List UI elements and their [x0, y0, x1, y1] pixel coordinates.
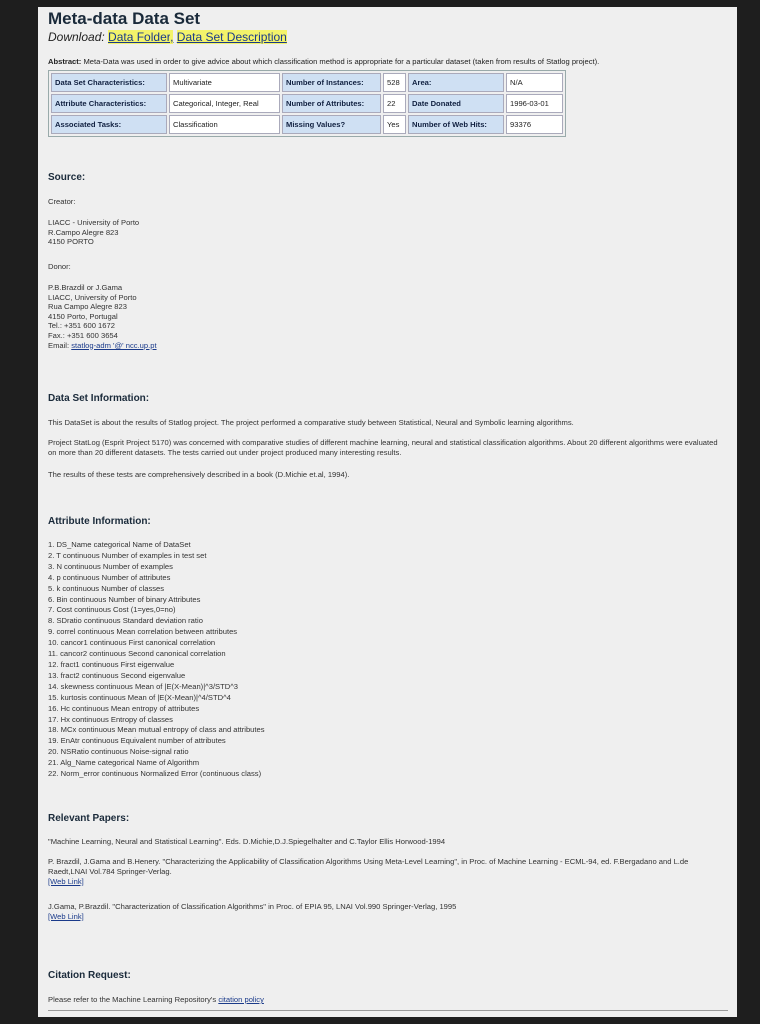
donor-line: 4150 Porto, Portugal — [48, 311, 118, 321]
table-cell-label: Date Donated — [408, 94, 504, 113]
list-item: 10. cancor1 continuous First canonical correlation — [48, 638, 216, 648]
donor-label: Donor: — [48, 262, 71, 271]
content — [48, 7, 728, 1004]
table-cell-value: N/A — [506, 73, 563, 92]
dataset-info-p1: This DataSet is about the results of Statlog project. The project performed a comparative study between Statistical, Neural and Symbolic learning algorithms. — [48, 418, 574, 427]
donor-line: Rua Campo Alegre 823 — [48, 302, 127, 312]
table-cell-label: Attribute Characteristics: — [51, 94, 167, 113]
download-separator: , — [170, 30, 174, 44]
table-cell-label: Data Set Characteristics: — [51, 73, 167, 92]
donor-line: LIACC, University of Porto — [48, 292, 137, 302]
data-description-link[interactable]: Data Set Description — [176, 30, 287, 44]
creator-address — [48, 218, 139, 247]
table-row — [51, 115, 563, 134]
list-item: 9. correl continuous Mean correlation between attributes — [48, 627, 238, 637]
list-item: 13. fract2 continuous Second eigenvalue — [48, 670, 186, 680]
list-item: 16. Hc continuous Mean entropy of attributes — [48, 703, 200, 713]
citation-text: Please refer to the Machine Learning Repository's — [48, 995, 217, 1004]
list-item: 1. DS_Name categorical Name of DataSet — [48, 540, 191, 549]
source-heading: Source: — [48, 172, 86, 183]
email-link[interactable]: statlog-adm '@' ncc.up.pt — [71, 340, 157, 350]
table-cell-label: Missing Values? — [282, 115, 381, 134]
paper-2-text: P. Brazdil, J.Gama and B.Henery. "Characterizing the Applicability of Classification Algorithms Using Meta-Level Learning", in Proc. of Machine Learning - ECML-94, ed. F.Bergadano and L.de Raedt,LNAI Vol.784 Springer-Verlag. — [48, 857, 689, 876]
download-label: Download: — [48, 30, 105, 44]
list-item: 5. k continuous Number of classes — [48, 583, 165, 593]
table-cell-value: Categorical, Integer, Real — [169, 94, 280, 113]
list-item: 12. fract1 continuous First eigenvalue — [48, 659, 175, 669]
list-item: 19. EnAtr continuous Equivalent number of attributes — [48, 736, 226, 746]
list-item: 8. SDratio continuous Standard deviation ratio — [48, 616, 203, 626]
bottom-divider — [48, 1010, 728, 1011]
list-item: 22. Norm_error continuous Normalized Error (continuous class) — [48, 769, 262, 779]
paper-3 — [48, 902, 728, 922]
list-item: 6. Bin continuous Number of binary Attributes — [48, 594, 201, 604]
donor-email-row — [48, 341, 157, 351]
list-item: 21. Alg_Name categorical Name of Algorithm — [48, 758, 200, 768]
paper-3-web-link[interactable]: [Web Link] — [48, 912, 84, 921]
list-item: 18. MCx continuous Mean mutual entropy of class and attributes — [48, 725, 265, 735]
page-title: Meta-data Data Set — [48, 9, 201, 28]
list-item: 17. Hx continuous Entropy of classes — [48, 714, 173, 724]
table-cell-label: Number of Instances: — [282, 73, 381, 92]
list-item: 11. cancor2 continuous Second canonical correlation — [48, 649, 226, 659]
dataset-info-p3: The results of these tests are comprehensively described in a book (D.Michie et.al, 1994). — [48, 470, 350, 479]
list-item: 15. kurtosis continuous Mean of |E(X-Mean)|^4/STD^4 — [48, 692, 231, 702]
donor-line: P.B.Brazdil or J.Gama — [48, 283, 123, 292]
table-cell-value: 528 — [383, 73, 406, 92]
table-cell-value: Yes — [383, 115, 406, 134]
donor-line: Fax.: +351 600 3654 — [48, 330, 118, 340]
citation-policy-link[interactable]: citation policy — [218, 995, 264, 1004]
table-cell-label: Associated Tasks: — [51, 115, 167, 134]
dataset-info-p2: Project StatLog (Esprit Project 5170) was concerned with comparative studies of different machine learning, neural and statistical classification algorithms. About 20 different algorithms were evaluated on more than 20 different datasets. The tests carried out under project produced many interesting results. — [48, 438, 718, 457]
abstract-label: Abstract: — [48, 57, 82, 66]
donor-address — [48, 283, 157, 350]
page — [38, 7, 737, 1017]
table-cell-label: Number of Web Hits: — [408, 115, 504, 134]
data-folder-link[interactable]: Data Folder — [108, 30, 171, 44]
table-cell-label: Number of Attributes: — [282, 94, 381, 113]
table-cell-value: 93376 — [506, 115, 563, 134]
creator-label: Creator: — [48, 197, 76, 206]
list-item: 4. p continuous Number of attributes — [48, 572, 171, 582]
download-row — [48, 30, 728, 45]
table-cell-label: Area: — [408, 73, 504, 92]
abstract-text: Meta-Data was used in order to give advice about which classification method is appropriate for a particular dataset (taken from results of Statlog project). — [83, 57, 600, 66]
table-cell-value: Multivariate — [169, 73, 280, 92]
list-item: 7. Cost continuous Cost (1=yes,0=no) — [48, 605, 176, 615]
table-row — [51, 73, 563, 92]
citation-text-row — [48, 995, 728, 1005]
paper-1: "Machine Learning, Neural and Statistical Learning". Eds. D.Michie,D.J.Spiegelhalter and C.Taylor Ellis Horwood-1994 — [48, 837, 446, 846]
table-cell-value: 22 — [383, 94, 406, 113]
dataset-info-heading: Data Set Information: — [48, 393, 150, 404]
list-item: 20. NSRatio continuous Noise-signal ratio — [48, 747, 189, 757]
paper-2 — [48, 857, 728, 887]
paper-3-text: J.Gama, P.Brazdil. "Characterization of Classification Algorithms" in Proc. of EPIA 95, LNAI Vol.990 Springer-Verlag, 1995 — [48, 902, 457, 911]
list-item: 14. skewness continuous Mean of |E(X-Mean)|^3/STD^3 — [48, 681, 239, 691]
table-cell-value: Classification — [169, 115, 280, 134]
donor-line: Tel.: +351 600 1672 — [48, 321, 115, 331]
list-item: 3. N continuous Number of examples — [48, 561, 173, 571]
creator-line: R.Campo Alegre 823 — [48, 227, 119, 237]
creator-line: LIACC - University of Porto — [48, 218, 140, 227]
email-label: Email: — [48, 340, 70, 350]
attribute-info-heading: Attribute Information: — [48, 516, 151, 527]
list-item: 2. T continuous Number of examples in test set — [48, 550, 207, 560]
attribute-list — [48, 540, 265, 780]
characteristics-table — [48, 70, 566, 137]
creator-line: 4150 PORTO — [48, 237, 94, 247]
citation-heading: Citation Request: — [48, 970, 131, 981]
abstract — [48, 57, 728, 67]
table-row — [51, 94, 563, 113]
paper-2-web-link[interactable]: [Web Link] — [48, 877, 84, 886]
papers-heading: Relevant Papers: — [48, 813, 130, 824]
table-cell-value: 1996-03-01 — [506, 94, 563, 113]
